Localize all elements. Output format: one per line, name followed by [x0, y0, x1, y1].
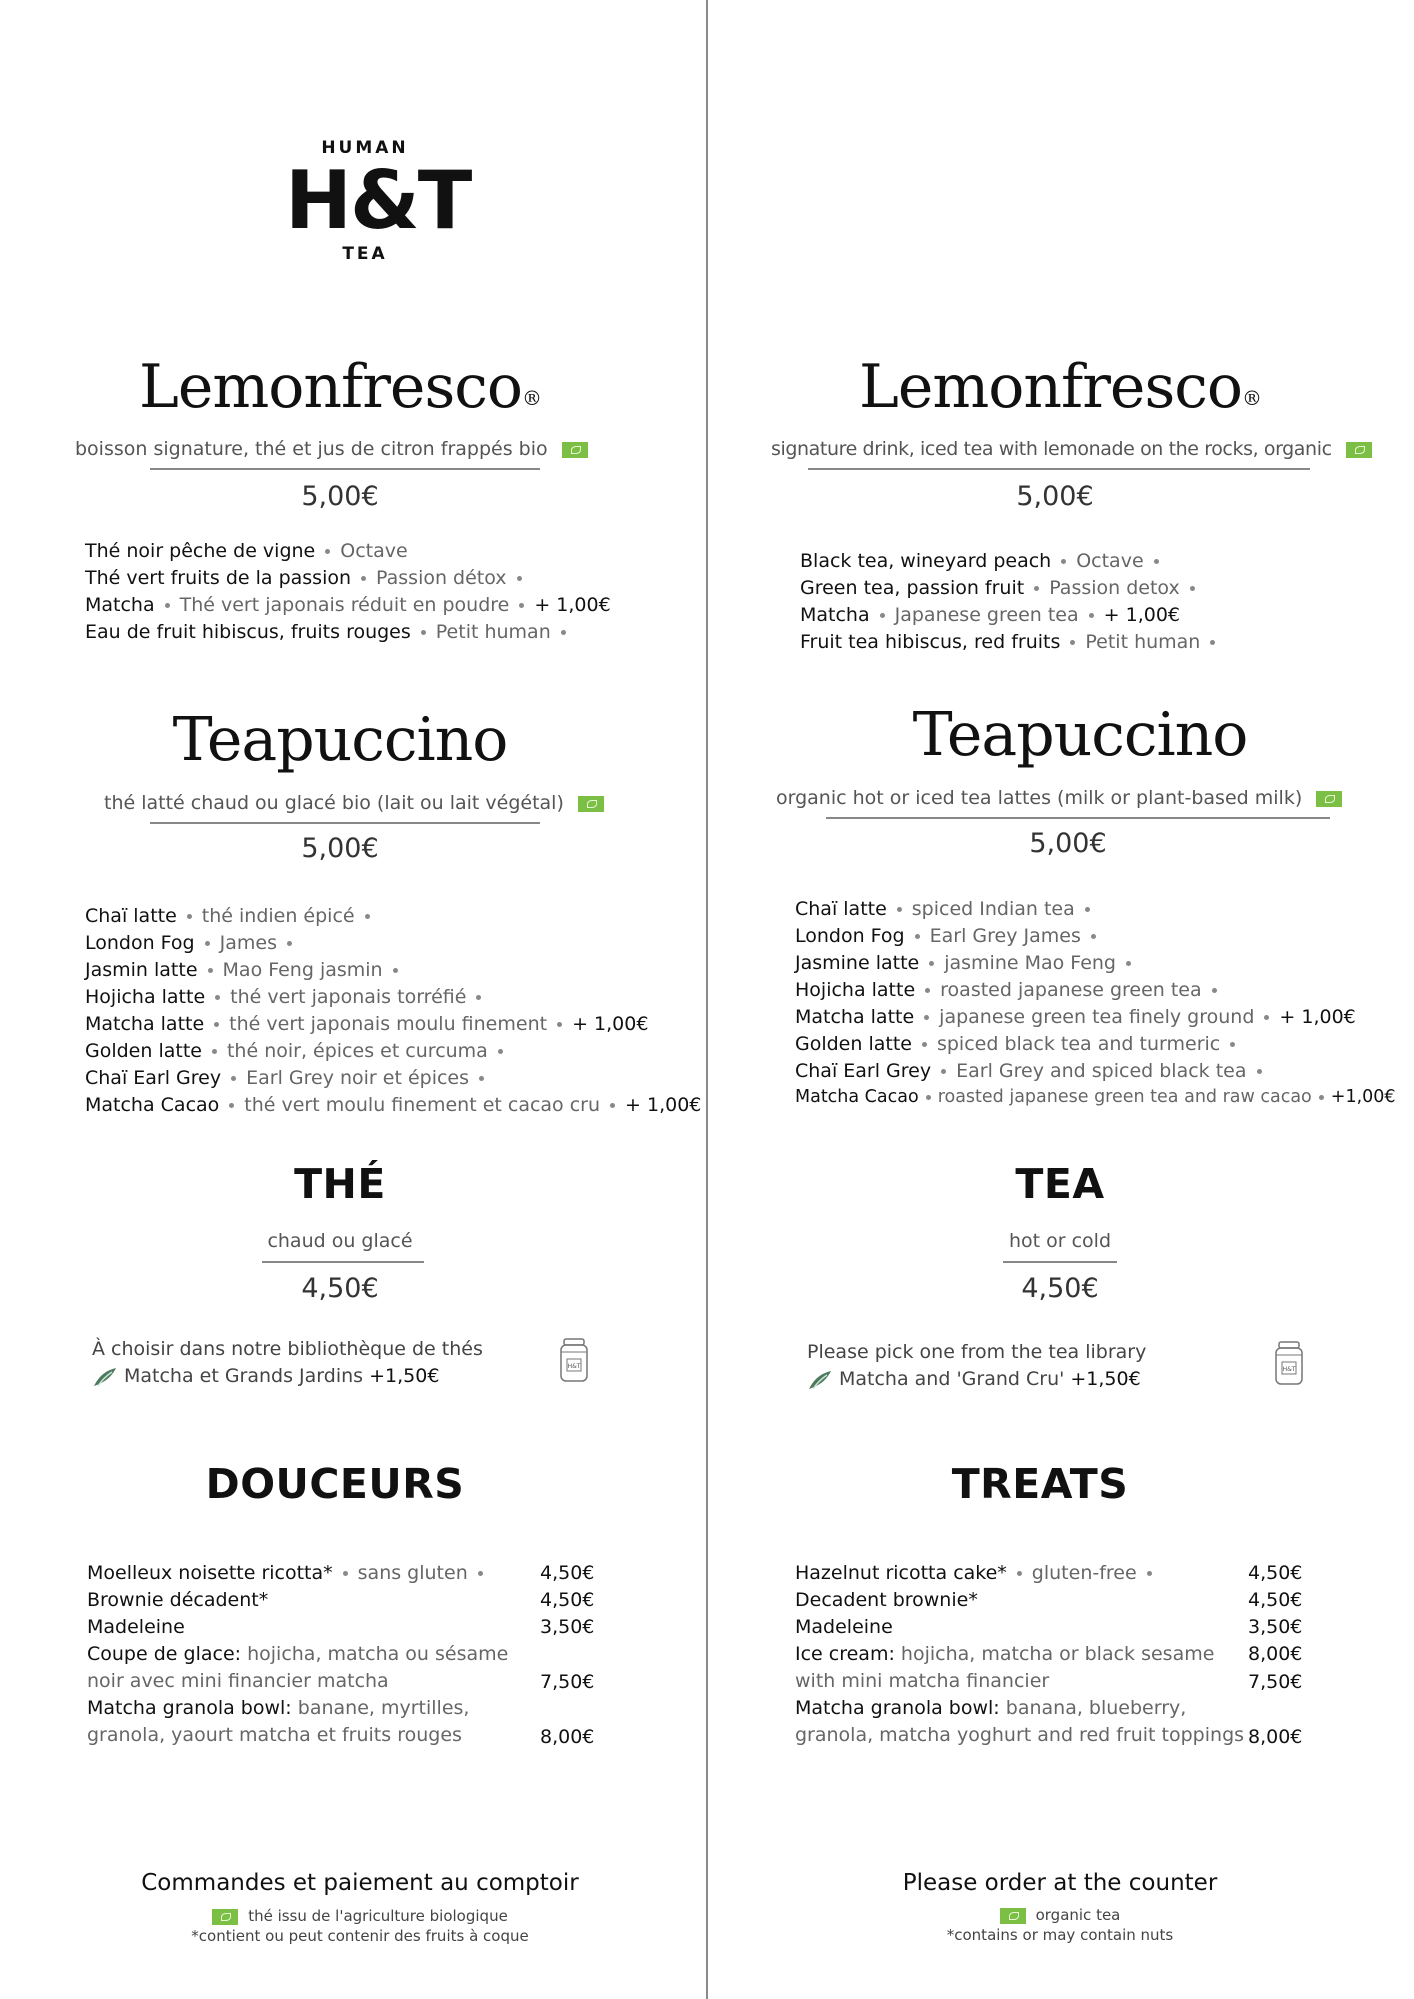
- list-item: [795, 1060, 1272, 1082]
- registered-mark: ®: [1241, 386, 1261, 410]
- list-item-cont: [87, 1670, 389, 1692]
- en-tea-price: 4,50€: [1021, 1273, 1099, 1304]
- item-name: Chaï latte: [795, 898, 887, 920]
- list-item: [795, 1087, 1396, 1107]
- fr-footer-organic: [100, 1907, 620, 1925]
- item-extra-price: +1,00€: [1330, 1087, 1396, 1107]
- list-item: [85, 959, 408, 981]
- item-name: Matcha Cacao: [85, 1094, 220, 1116]
- list-item: [85, 1040, 513, 1062]
- item-extra-price: + 1,00€: [534, 594, 611, 616]
- list-item: [800, 604, 1180, 626]
- item-name: Madeleine: [87, 1616, 185, 1638]
- fr-lemonfresco-title-text: Lemonfresco: [139, 352, 522, 422]
- item-name: Matcha: [800, 604, 870, 626]
- list-item: [87, 1562, 493, 1584]
- fr-tea-tagline: chaud ou glacé: [267, 1230, 413, 1252]
- item-desc: Earl Grey noir et épices: [246, 1067, 470, 1089]
- item-name: Thé vert fruits de la passion: [85, 567, 352, 589]
- fr-lemonfresco-title: [70, 352, 610, 422]
- list-item: [87, 1697, 469, 1719]
- en-lemonfresco-tagline-text: signature drink, iced tea with lemonade on the rocks, organic: [771, 438, 1332, 460]
- item-desc: japanese green tea finely ground: [939, 1006, 1255, 1028]
- list-item: [87, 1589, 268, 1611]
- list-item: [85, 621, 576, 643]
- tea-tin-icon: [558, 1337, 590, 1383]
- list-item: [85, 1067, 494, 1089]
- list-item: [795, 1589, 978, 1611]
- item-name: Coupe de glace:: [87, 1643, 242, 1665]
- item-extra-price: + 1,00€: [1279, 1006, 1356, 1028]
- item-name: Matcha latte: [795, 1006, 915, 1028]
- fr-tea-title: THÉ: [294, 1160, 386, 1208]
- item-name: Hojicha latte: [85, 986, 206, 1008]
- item-desc: Thé vert japonais réduit en poudre: [179, 594, 510, 616]
- fr-teapuccino-price: 5,00€: [301, 833, 379, 864]
- en-treats-title: TREATS: [951, 1460, 1129, 1508]
- list-item: [85, 540, 408, 562]
- en-tea-note: Please pick one from the tea library: [807, 1341, 1147, 1363]
- item-desc: thé indien épicé: [201, 905, 355, 927]
- item-desc: with mini matcha financier: [795, 1670, 1050, 1692]
- item-name: London Fog: [85, 932, 195, 954]
- item-desc: noir avec mini financier matcha: [87, 1670, 389, 1692]
- organic-leaf-icon: [1346, 442, 1372, 458]
- organic-leaf-icon: [562, 442, 588, 458]
- item-desc: Mao Feng jasmin: [222, 959, 383, 981]
- list-item: [85, 905, 380, 927]
- item-desc: Passion detox: [1049, 577, 1180, 599]
- item-name: Matcha: [85, 594, 155, 616]
- en-teapuccino-tagline: [776, 787, 1342, 809]
- fr-teapuccino-title-text: Teapuccino: [172, 705, 508, 775]
- item-name: Matcha Cacao: [795, 1087, 919, 1107]
- item-name: Decadent brownie*: [795, 1589, 978, 1611]
- fr-tea-note-matcha: [92, 1365, 439, 1388]
- item-desc: Petit human: [435, 621, 551, 643]
- fr-lemonfresco-price: 5,00€: [301, 481, 379, 512]
- list-item: [795, 979, 1227, 1001]
- item-desc: Octave: [1076, 550, 1144, 572]
- item-desc: James: [219, 932, 277, 954]
- item-name: Green tea, passion fruit: [800, 577, 1025, 599]
- en-teapuccino-title-text: Teapuccino: [912, 700, 1248, 770]
- item-name: Jasmin latte: [85, 959, 198, 981]
- en-teapuccino-rule: [826, 817, 1330, 819]
- fr-teapuccino-tagline-text: thé latté chaud ou glacé bio (lait ou lait végétal): [104, 792, 564, 814]
- list-item: [795, 952, 1141, 974]
- item-desc: thé vert japonais moulu finement: [229, 1013, 548, 1035]
- item-price: 3,50€: [540, 1616, 595, 1638]
- en-tea-note-matcha: [807, 1368, 1141, 1391]
- en-footer-main: Please order at the counter: [902, 1870, 1218, 1896]
- item-price: 4,50€: [540, 1562, 595, 1584]
- item-extra-price: + 1,00€: [625, 1094, 702, 1116]
- item-name: Madeleine: [795, 1616, 893, 1638]
- tea-tin-icon: [1273, 1340, 1305, 1386]
- item-price: 4,50€: [1248, 1589, 1303, 1611]
- fr-teapuccino-rule: [150, 822, 540, 824]
- en-tea-title: TEA: [1015, 1160, 1105, 1208]
- logo-mark: H&T: [285, 154, 471, 247]
- item-name: Fruit tea hibiscus, red fruits: [800, 631, 1061, 653]
- item-name: London Fog: [795, 925, 905, 947]
- organic-leaf-icon: [212, 1909, 238, 1925]
- registered-mark: ®: [521, 386, 541, 410]
- item-desc: granola, yaourt matcha et fruits rouges: [87, 1724, 462, 1746]
- list-item-cont: [795, 1724, 1244, 1746]
- leaf-icon: [92, 1366, 118, 1388]
- item-name: Brownie décadent*: [87, 1589, 269, 1611]
- list-item: [87, 1616, 185, 1638]
- en-lemonfresco-title-text: Lemonfresco: [859, 352, 1242, 422]
- list-item: [800, 550, 1169, 572]
- item-name: Black tea, wineyard peach: [800, 550, 1052, 572]
- list-item: [85, 567, 532, 589]
- item-name: Thé noir pêche de vigne: [85, 540, 316, 562]
- item-desc: banana, blueberry,: [1005, 1697, 1187, 1719]
- item-name: Chaï Earl Grey: [85, 1067, 222, 1089]
- fr-teapuccino-tagline: [104, 792, 604, 814]
- list-item: [85, 594, 611, 616]
- list-item: [85, 1094, 701, 1116]
- fr-teapuccino-title: [60, 705, 620, 775]
- item-desc: spiced Indian tea: [911, 898, 1075, 920]
- item-desc: roasted japanese green tea: [940, 979, 1202, 1001]
- item-desc: jasmine Mao Feng: [944, 952, 1116, 974]
- en-lemonfresco-tagline: [771, 438, 1372, 460]
- matcha-note-price: +1,50€: [369, 1365, 440, 1387]
- list-item: [85, 1013, 648, 1035]
- column-divider: [706, 0, 708, 1999]
- item-name: Ice cream:: [795, 1643, 895, 1665]
- organic-leaf-icon: [1316, 791, 1342, 807]
- item-name: Eau de fruit hibiscus, fruits rouges: [85, 621, 411, 643]
- item-name: Moelleux noisette ricotta*: [87, 1562, 333, 1584]
- en-tea-rule: [1003, 1261, 1117, 1263]
- matcha-note-text: Matcha et Grands Jardins: [124, 1365, 364, 1387]
- item-desc: thé vert japonais torréfié: [230, 986, 467, 1008]
- en-footer-organic-text: organic tea: [1035, 1906, 1121, 1924]
- logo-top-text: HUMAN: [321, 138, 409, 158]
- item-desc: thé noir, épices et curcuma: [226, 1040, 488, 1062]
- item-name: Matcha granola bowl:: [87, 1697, 292, 1719]
- fr-footer-organic-text: thé issu de l'agriculture biologique: [248, 1907, 508, 1925]
- item-price: 8,00€: [1248, 1643, 1303, 1665]
- item-desc: Passion détox: [376, 567, 507, 589]
- fr-tea-note: À choisir dans notre bibliothèque de thés: [92, 1338, 483, 1360]
- list-item: [795, 1006, 1356, 1028]
- fr-lemonfresco-tagline-text: boisson signature, thé et jus de citron frappés bio: [75, 438, 548, 460]
- fr-footer-main: Commandes et paiement au comptoir: [141, 1870, 579, 1896]
- en-lemonfresco-rule: [808, 468, 1310, 470]
- item-desc: hojicha, matcha or black sesame: [900, 1643, 1215, 1665]
- item-desc: granola, matcha yoghurt and red fruit toppings: [795, 1724, 1245, 1746]
- item-price: 7,50€: [540, 1671, 595, 1693]
- item-name: Jasmine latte: [795, 952, 920, 974]
- en-lemonfresco-title: [790, 352, 1330, 422]
- list-item: [795, 898, 1100, 920]
- fr-tea-rule: [262, 1261, 424, 1263]
- organic-leaf-icon: [578, 796, 604, 812]
- matcha-note-price: +1,50€: [1070, 1368, 1141, 1390]
- item-price: 8,00€: [540, 1726, 595, 1748]
- item-name: Chaï Earl Grey: [795, 1060, 932, 1082]
- item-price: 8,00€: [1248, 1726, 1303, 1748]
- list-item: [795, 1643, 1214, 1665]
- logo-bottom-text: TEA: [342, 244, 388, 264]
- item-desc: Octave: [340, 540, 408, 562]
- item-desc: spiced black tea and turmeric: [936, 1033, 1221, 1055]
- list-item: [795, 925, 1106, 947]
- svg-text:H&T: H&T: [1282, 1366, 1296, 1373]
- item-name: Golden latte: [795, 1033, 912, 1055]
- item-name: Golden latte: [85, 1040, 202, 1062]
- item-desc: thé vert moulu finement et cacao cru: [244, 1094, 601, 1116]
- item-desc: Earl Grey and spiced black tea: [956, 1060, 1247, 1082]
- fr-footer-nuts: *contient ou peut contenir des fruits à coque: [191, 1927, 529, 1945]
- en-teapuccino-tagline-text: organic hot or iced tea lattes (milk or plant-based milk): [776, 787, 1303, 809]
- list-item: [795, 1562, 1162, 1584]
- item-price: 4,50€: [1248, 1562, 1303, 1584]
- list-item: [800, 577, 1205, 599]
- en-footer-nuts: *contains or may contain nuts: [946, 1926, 1174, 1944]
- item-name: Matcha granola bowl:: [795, 1697, 1000, 1719]
- list-item-cont: [795, 1670, 1049, 1692]
- list-item: [795, 1616, 893, 1638]
- item-name: Matcha latte: [85, 1013, 205, 1035]
- item-extra-price: + 1,00€: [572, 1013, 649, 1035]
- list-item: [85, 932, 302, 954]
- list-item-cont: [87, 1724, 462, 1746]
- item-desc: gluten-free: [1031, 1562, 1137, 1584]
- item-price: 7,50€: [1248, 1671, 1303, 1693]
- en-footer-organic: [800, 1906, 1320, 1924]
- fr-lemonfresco-tagline: [75, 438, 588, 460]
- item-desc: Petit human: [1085, 631, 1201, 653]
- list-item: [795, 1697, 1186, 1719]
- fr-tea-price: 4,50€: [301, 1273, 379, 1304]
- item-price: 3,50€: [1248, 1616, 1303, 1638]
- matcha-note-text: Matcha and 'Grand Cru': [839, 1368, 1065, 1390]
- leaf-icon: [807, 1369, 833, 1391]
- list-item: [800, 631, 1225, 653]
- item-desc: roasted japanese green tea and raw cacao: [937, 1087, 1312, 1107]
- svg-text:H&T: H&T: [567, 1363, 581, 1370]
- en-lemonfresco-price: 5,00€: [1016, 481, 1094, 512]
- item-name: Hojicha latte: [795, 979, 916, 1001]
- item-name: Chaï latte: [85, 905, 177, 927]
- en-teapuccino-price: 5,00€: [1029, 828, 1107, 859]
- en-tea-tagline: hot or cold: [1008, 1230, 1112, 1252]
- list-item: [87, 1643, 508, 1665]
- item-desc: Japanese green tea: [894, 604, 1079, 626]
- item-desc: hojicha, matcha ou sésame: [247, 1643, 509, 1665]
- list-item: [795, 1033, 1245, 1055]
- en-teapuccino-title: [800, 700, 1360, 770]
- item-desc: sans gluten: [357, 1562, 468, 1584]
- item-desc: banane, myrtilles,: [297, 1697, 470, 1719]
- item-name: Hazelnut ricotta cake*: [795, 1562, 1007, 1584]
- brand-logo: [285, 138, 471, 264]
- item-price: 4,50€: [540, 1589, 595, 1611]
- list-item: [85, 986, 491, 1008]
- fr-treats-title: DOUCEURS: [205, 1460, 465, 1508]
- organic-leaf-icon: [1000, 1908, 1026, 1924]
- fr-lemonfresco-rule: [150, 468, 540, 470]
- item-desc: Earl Grey James: [929, 925, 1081, 947]
- item-extra-price: + 1,00€: [1103, 604, 1180, 626]
